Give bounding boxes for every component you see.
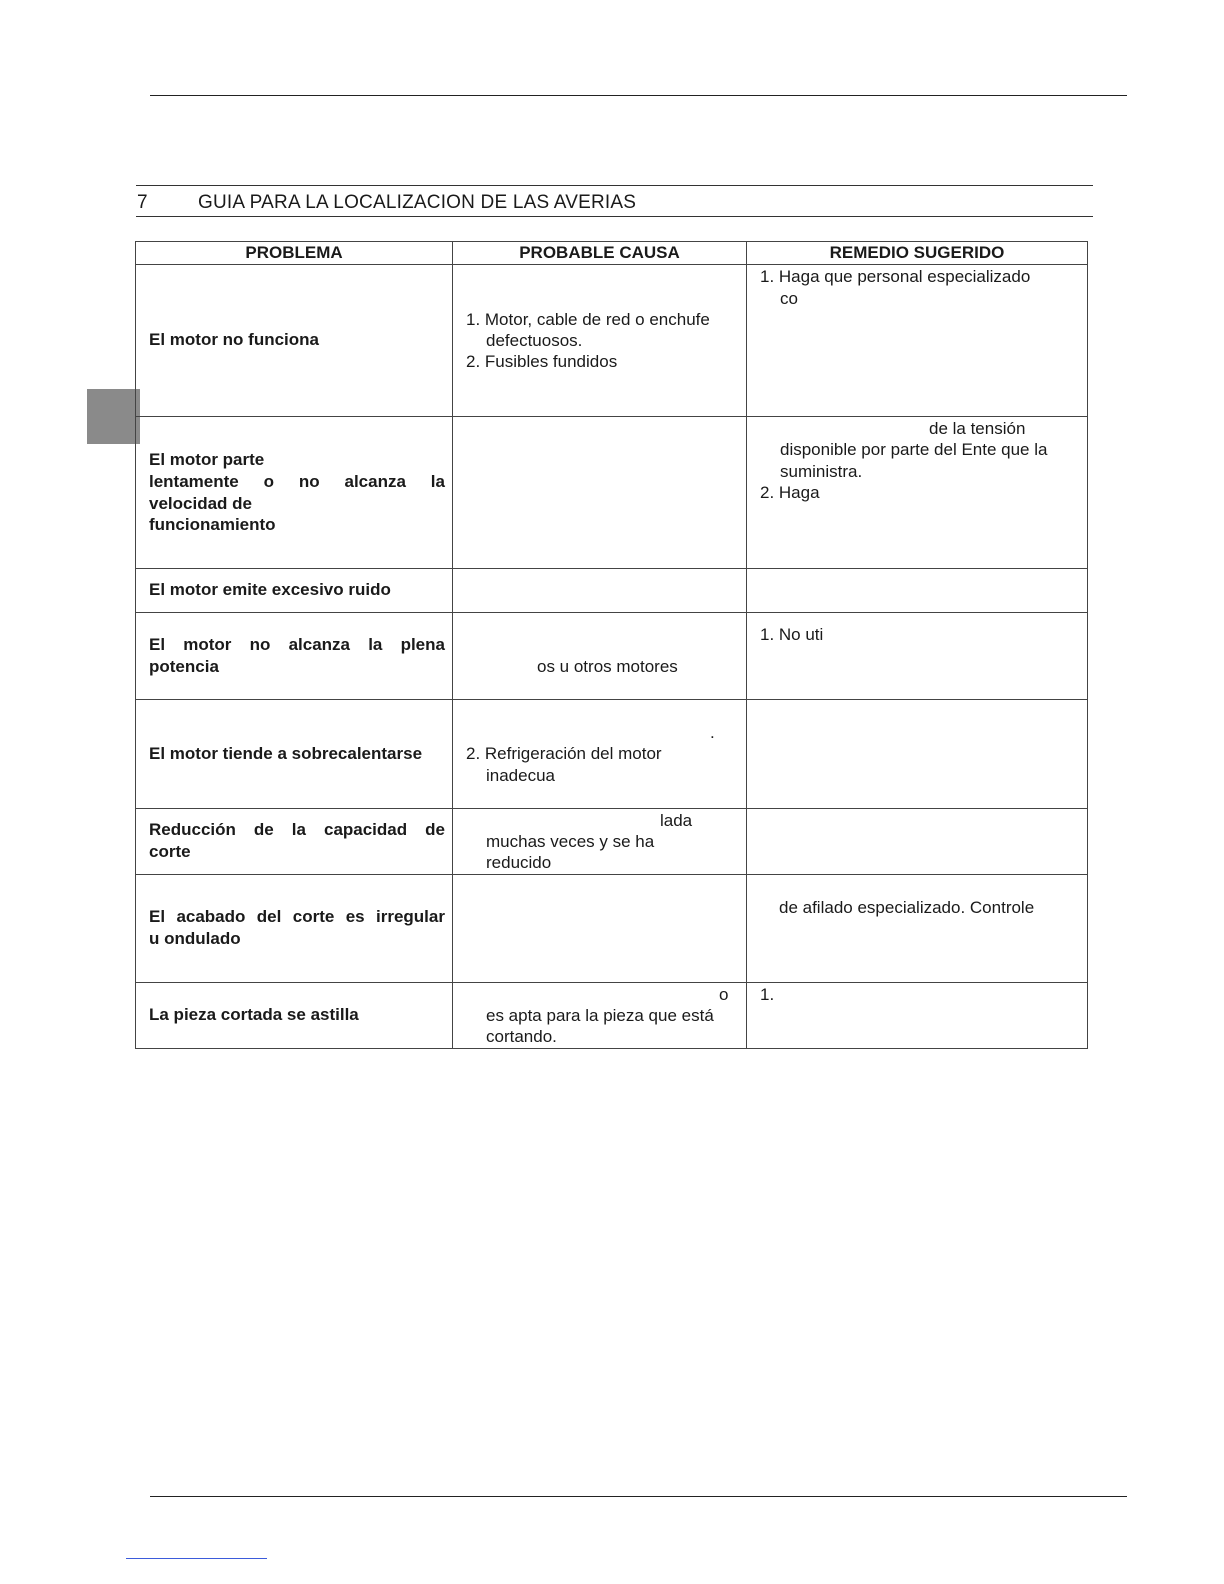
column-header-remedy: REMEDIO SUGERIDO xyxy=(829,243,1005,262)
word: El xyxy=(149,907,166,926)
cause-line: 1. Motor, cable de red o enchufe xyxy=(466,310,710,329)
word: de xyxy=(253,820,274,839)
cause-line: os u otros motores xyxy=(537,657,678,676)
chapter-tab-marker xyxy=(87,389,140,444)
cause-line: . xyxy=(710,723,715,742)
column-header-problem: PROBLEMA xyxy=(245,243,343,262)
word: corte xyxy=(292,907,335,926)
word: alcanza xyxy=(288,635,351,654)
section-number: 7 xyxy=(137,192,148,213)
word: plena xyxy=(400,635,445,654)
remedy-line: de afilado especializado. Controle xyxy=(779,898,1035,917)
cause-line: o xyxy=(719,985,729,1004)
word: Reducción xyxy=(149,820,236,839)
footer-link-underline[interactable] xyxy=(126,1558,267,1559)
problem-line: velocidad de xyxy=(149,494,252,513)
remedy-line: de la tensión xyxy=(929,419,1026,438)
cause-line: defectuosos. xyxy=(486,331,583,350)
section-heading xyxy=(136,185,1093,217)
problem-line: funcionamiento xyxy=(149,515,276,534)
word: la xyxy=(368,635,383,654)
word: capacidad xyxy=(323,820,408,839)
word: de xyxy=(425,820,445,839)
cause-line: 2. Fusibles fundidos xyxy=(466,352,618,371)
word: lentamente xyxy=(149,472,239,491)
word: o xyxy=(263,472,274,491)
word: irregular xyxy=(375,907,445,926)
remedy-line: 1. No uti xyxy=(760,625,824,644)
column-header-cause: PROBABLE CAUSA xyxy=(519,243,680,262)
cause-line: muchas veces y se ha xyxy=(486,832,655,851)
word: El xyxy=(149,635,166,654)
cause-line: reducido xyxy=(486,853,552,872)
remedy-line: 2. Haga xyxy=(760,483,820,502)
word: la xyxy=(291,820,306,839)
remedy-line: disponible por parte del Ente que la xyxy=(780,440,1048,459)
problem-cell: El motor tiende a sobrecalentarse xyxy=(149,744,423,763)
footer-rule xyxy=(150,1496,1127,1497)
cause-line: lada xyxy=(660,811,693,830)
remedy-line: co xyxy=(780,289,798,308)
problem-cell: El motor no funciona xyxy=(149,330,319,349)
word: no xyxy=(298,472,320,491)
problem-cell: El motor emite excesivo ruido xyxy=(149,580,391,599)
problem-cell: La pieza cortada se astilla xyxy=(149,1005,359,1024)
word: no xyxy=(249,635,271,654)
section-title: GUIA PARA LA LOCALIZACION DE LAS AVERIAS xyxy=(198,192,637,213)
cause-line: cortando. xyxy=(486,1027,557,1046)
cause-line: inadecua xyxy=(486,766,556,785)
problem-line: potencia xyxy=(149,657,219,676)
problem-line-justified xyxy=(149,634,445,656)
header-rule xyxy=(150,95,1127,96)
word: acabado xyxy=(176,907,246,926)
cause-line: es apta para la pieza que está xyxy=(486,1006,714,1025)
word: es xyxy=(345,907,365,926)
problem-line: corte xyxy=(149,842,191,861)
word: del xyxy=(256,907,282,926)
remedy-line: 1. Haga que personal especializado xyxy=(760,267,1031,286)
problem-line-justified xyxy=(149,906,445,928)
word: la xyxy=(430,472,445,491)
cause-line: 2. Refrigeración del motor xyxy=(466,744,662,763)
word: motor xyxy=(183,635,232,654)
problem-line: u ondulado xyxy=(149,929,241,948)
word: alcanza xyxy=(344,472,406,491)
problem-line-justified xyxy=(149,819,445,841)
remedy-line: suministra. xyxy=(780,462,863,481)
problem-line-justified xyxy=(149,471,445,493)
problem-line: El motor parte xyxy=(149,450,265,469)
remedy-line: 1. xyxy=(760,985,775,1004)
